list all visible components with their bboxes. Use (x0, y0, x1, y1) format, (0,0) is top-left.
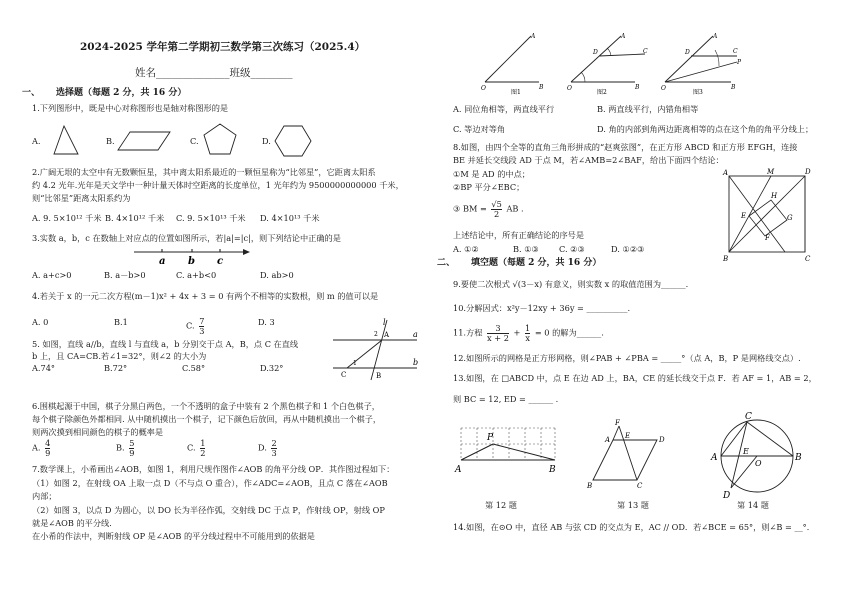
fig14-caption: 第 14 题 (737, 500, 769, 510)
svg-text:C: C (745, 412, 752, 422)
question-12: 12.如图所示的网格是正方形网格，则∠PAB + ∠PBA = _____°（点 A，B，P 是网格线交点）. (453, 353, 801, 363)
q8-option-d: D. ①②③ (611, 244, 645, 254)
q1-label-d: D. (262, 136, 271, 146)
question-7-line1: 7.数学课上，小希画出∠AOB，如图 1，利用尺规作图作∠AOB 的角平分线 OP．其作图过程如下： (32, 464, 395, 474)
svg-text:B: B (795, 453, 802, 463)
name-class-line: 姓名______________班级________ (135, 67, 293, 79)
svg-text:C: C (643, 48, 648, 55)
question-8-line1: 8.如图，由四个全等的直角三角形拼成的“赵爽弦图”，在正方形 ABCD 和正方形 EFGH，连接 (453, 142, 798, 152)
svg-text:A: A (621, 33, 626, 40)
svg-text:A: A (455, 465, 462, 475)
q1-label-b: B. (106, 136, 115, 146)
q7-option-b: B. 两直线平行，内错角相等 (597, 104, 699, 114)
svg-text:2: 2 (374, 331, 378, 338)
section1-title: 选择题（每题 2 分，共 16 分） (56, 88, 187, 98)
q2-option-d: D. 4×10¹³ 千米 (260, 213, 320, 223)
question-7-line2: （1）如图 2，在射线 OA 上取一点 D（不与点 O 重合），作∠ADC=∠AOB，且点 C 落在∠AOB (32, 478, 388, 488)
q5-option-b: B.72° (104, 363, 128, 373)
section1-number: 一、 (22, 88, 41, 98)
question-7-line5: 就是∠AOB 的平分线． (32, 518, 118, 528)
question-6-line2: 每个棋子除颜色外都相同. 从中随机摸出一个棋子，记下颜色后放回，再从中随机摸出一个棋子， (32, 414, 382, 424)
axis-label-c: c (217, 256, 224, 266)
question-6-line3: 则两次摸到相同颜色的棋子的概率是 (32, 427, 164, 437)
q3-option-c: C. a+b<0 (176, 270, 217, 280)
q8-prompt: 上述结论中，所有正确结论的序号是 (453, 230, 585, 240)
section2-title: 填空题（每题 2 分，共 16 分） (471, 258, 602, 268)
svg-text:P: P (737, 59, 742, 66)
fig14-circle (705, 410, 815, 500)
question-1: 1.下列图形中，既是中心对称图形也是轴对称图形的是 (32, 103, 229, 113)
question-2-line1: 2.广阔无垠的太空中有无数颗恒星，其中离太阳系最近的一颗恒星称为“比邻星”，它距离太阳系 (32, 167, 376, 177)
svg-text:A: A (605, 436, 611, 444)
q5-option-d: D.32° (260, 363, 284, 373)
svg-text:B: B (549, 465, 556, 475)
q6-option-a: A. $\frac{4}{9}$ (32, 438, 51, 459)
q8-option-c: C. ②③ (559, 244, 585, 254)
svg-text:l: l (383, 318, 386, 327)
svg-text:A: A (723, 169, 729, 177)
question-13-line1: 13.如图，在 □ABCD 中，点 E 在边 AD 上，BA，CE 的延长线交于点 F．若 AF = 1，AB = 2， (453, 373, 817, 383)
q3-option-a: A. a+c>0 (32, 270, 72, 280)
question-5-line1: 5. 如图，直线 a//b，直线 l 与直线 a，b 分别交于点 A，B，点 C 在直线 (32, 339, 299, 349)
question-2-line2: 约 4.2 光年.光年是天文学中一种计量天体时空距离的长度单位，1 光年约为 9500000000000 千米， (32, 180, 404, 190)
svg-text:D: D (723, 491, 731, 500)
svg-text:F: F (765, 234, 770, 242)
svg-text:E: E (741, 212, 747, 220)
svg-text:A: A (713, 33, 718, 40)
svg-text:E: E (743, 447, 749, 456)
svg-text:B: B (539, 84, 544, 91)
svg-text:C: C (341, 371, 347, 379)
q1-label-a: A. (32, 136, 41, 146)
q2-option-a: A. 9. 5×10¹² 千米 (32, 213, 102, 223)
question-5-line2: b 上，且 CA=CB.若∠1=32°，则∠2 的大小为 (32, 351, 207, 361)
hexagon-icon (274, 124, 314, 158)
question-7-line4: （2）如图 3，以点 D 为圆心，以 DO 长为半径作弧，交射线 DC 于点 P，作射线 OP，射线 OP (32, 505, 385, 515)
q4-c-numerator: 7 (199, 316, 205, 326)
svg-text:D: D (659, 436, 665, 444)
page-title: 2024-2025 学年第二学期初三数学第三次练习（2025.4） (80, 41, 366, 53)
q8-conclusion-1: ①M 是 AD 的中点； (453, 169, 530, 179)
question-7-line3: 内部； (32, 491, 57, 501)
q7-option-a: A. 同位角相等，两直线平行 (453, 104, 555, 114)
svg-text:D: D (685, 49, 690, 56)
svg-text:b: b (413, 358, 419, 367)
svg-text:图3: 图3 (693, 89, 703, 96)
svg-text:P: P (487, 433, 494, 443)
pentagon-icon (202, 122, 242, 158)
svg-text:B: B (731, 84, 736, 91)
svg-text:B: B (376, 372, 382, 380)
parallelogram-icon (116, 130, 176, 154)
q4-option-d: D. 3 (258, 317, 275, 327)
fig13-parallelogram (585, 418, 675, 492)
fig12-caption: 第 12 题 (485, 500, 517, 510)
svg-text:B: B (635, 84, 640, 91)
q8-figure (721, 166, 813, 266)
question-7-line6: 在小希的作法中，判断射线 OP 是∠AOB 的平分线过程中不可能用到的依据是 (32, 531, 315, 541)
q8-option-a: A. ①② (453, 244, 479, 254)
question-8-line2: BE 并延长交线段 AD 于点 M，若∠AMB=2∠BAF，给出下面四个结论： (453, 155, 724, 165)
svg-text:图1: 图1 (511, 89, 521, 96)
svg-text:O: O (567, 85, 572, 92)
svg-text:O: O (661, 85, 666, 92)
q1-label-c: C. (190, 136, 199, 146)
svg-text:O: O (755, 459, 762, 468)
question-13-line2: 则 BC = 12, ED = ______ . (453, 394, 559, 404)
svg-text:a: a (413, 330, 418, 339)
q7-option-c: C. 等边对等角 (453, 124, 506, 134)
svg-text:D: D (805, 168, 811, 176)
q3-option-d: D. ab>0 (260, 270, 294, 280)
q8-conclusion-2: ②BP 平分∠EBC； (453, 182, 525, 192)
svg-text:A: A (711, 453, 718, 463)
svg-text:H: H (771, 192, 778, 200)
svg-text:B: B (587, 482, 593, 490)
q7-figures (475, 32, 775, 98)
question-6-line1: 6.围棋起源于中国，棋子分黑白两色，一个不透明的盒子中装有 2 个黑色棋子和 1 个白色棋子， (32, 401, 380, 411)
svg-text:O: O (481, 85, 486, 92)
question-10: 10.分解因式：x²y－12xy + 36y = __________. (453, 303, 631, 313)
svg-text:A: A (384, 331, 390, 339)
q8-option-b: B. ①③ (513, 244, 539, 254)
number-line (132, 244, 252, 266)
q2-option-b: B. 4×10¹² 千米 (105, 213, 165, 223)
svg-text:图2: 图2 (597, 89, 607, 96)
svg-text:F: F (615, 419, 620, 427)
q5-option-a: A.74° (32, 363, 56, 373)
triangle-icon (50, 122, 90, 158)
question-14: 14.如图，在⊙O 中，直径 AB 与弦 CD 的交点为 E，AC // OD．若∠BCE = 65°，则∠B = __°． (453, 522, 815, 532)
svg-text:D: D (593, 49, 598, 56)
question-9: 9.要使二次根式 √(3－x) 有意义，则实数 x 的取值范围为______. (453, 279, 689, 289)
axis-label-a: a (159, 256, 166, 266)
question-11: 11.方程 $\frac{3}{x + 2}$ + $\frac{1}{x}$ = 0 的解为______. (453, 323, 604, 344)
section2-number: 二、 (437, 258, 456, 268)
q1-shapes (32, 122, 332, 162)
q4-option-c: C. $\frac{7}{3}$ (186, 316, 205, 337)
svg-text:1: 1 (353, 360, 357, 367)
q4-option-a: A. 0 (32, 317, 49, 327)
svg-text:C: C (637, 482, 643, 490)
fig12-grid (453, 418, 565, 484)
question-3: 3.实数 a，b，c 在数轴上对应点的位置如图所示，若|a|=|c|，则下列结论中正确的是 (32, 233, 341, 243)
svg-text:C: C (733, 48, 738, 55)
q2-option-c: C. 9. 5×10¹³ 千米 (176, 213, 246, 223)
svg-text:B: B (723, 255, 729, 263)
q8-conclusion-3: ③ BM = $\frac{√5}{2}$ AB . (453, 199, 524, 220)
q5-figure (327, 316, 422, 382)
question-4: 4.若关于 x 的一元二次方程(m－1)x² + 4x + 3 = 0 有两个不相等的实数根，则 m 的值可以是 (32, 291, 379, 301)
svg-text:E: E (625, 432, 631, 440)
question-2-line3: 则“比邻星”距离太阳系约为 (32, 193, 131, 203)
q7-option-d: D. 角的内部到角两边距离相等的点在这个角的角平分线上； (597, 124, 814, 134)
svg-text:A: A (531, 33, 536, 40)
fig13-caption: 第 13 题 (617, 500, 649, 510)
q6-option-c: C. $\frac{1}{2}$ (187, 438, 206, 459)
svg-text:M: M (767, 168, 775, 176)
q6-option-b: B. $\frac{5}{9}$ (116, 438, 135, 459)
q4-option-b: B.1 (114, 317, 128, 327)
svg-text:G: G (787, 214, 793, 222)
q4-c-denominator: 3 (199, 326, 205, 337)
q3-option-b: B. a－b>0 (104, 270, 146, 280)
q5-option-c: C.58° (182, 363, 206, 373)
svg-text:C: C (805, 255, 811, 263)
q6-option-d: D. $\frac{2}{3}$ (258, 438, 277, 459)
axis-label-b: b (188, 256, 195, 266)
